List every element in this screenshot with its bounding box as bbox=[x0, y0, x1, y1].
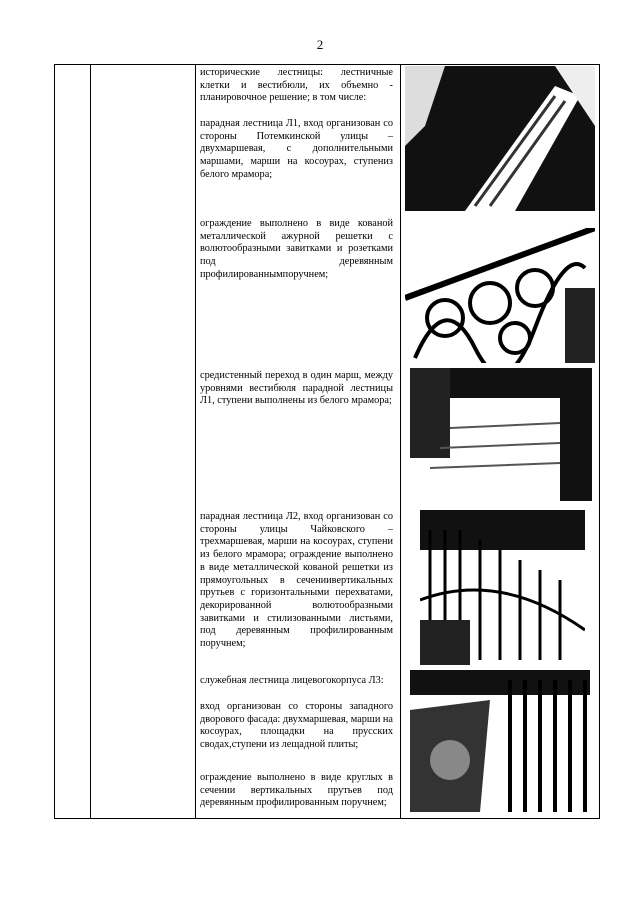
text-l3-entrance: вход организован со стороны западного дворового фасада: двухмаршевая, марши на косоурах, площадки на прусских сводах,ступени из лещадной плиты; bbox=[200, 701, 394, 751]
column-divider bbox=[400, 65, 401, 818]
text-l3-railing: ограждение выполнено в виде круглых в сечении вертикальных прутьев под деревянным профилированным поручнем; bbox=[200, 772, 393, 809]
page-number: 2 bbox=[316, 37, 324, 52]
text-historic-stairs: исторические лестницы: лестничные клетки и вестибюли, их объемно - планировочное решение; в том числе: bbox=[200, 67, 393, 104]
text-stair-l1: парадная лестница Л1, вход организован со стороны Потемкинской улицы – двухмаршевая, с дополнительными маршами, марши на косоурах, ступениз белого мрамора; bbox=[200, 118, 393, 180]
photo-service-stair-l3 bbox=[410, 670, 590, 812]
text-service-stair-l3: служебная лестница лицевогокорпуса Л3: bbox=[200, 675, 384, 686]
text-stair-l2: парадная лестница Л2, вход организован со стороны улицы Чайковского – трехмаршевая, марши на косоурах, ступени из белого мрамора; ограждение выполнено в виде металлической кованой решетки из прямоугольных в сечениивертикальных прутьев с горизонтальными перехватами, декорированной волютообразными завитками и стилизованными листьями, под деревянным профилированным поручнем; bbox=[200, 511, 393, 650]
text-railing-l1: ограждение выполнено в виде кованой металлической ажурной решетки с волютообразными завитками и розетками под деревянным профилированнымпоручнем; bbox=[200, 218, 393, 280]
photo-midwall-passage bbox=[410, 368, 592, 501]
photo-stair-l2 bbox=[420, 510, 585, 665]
photo-stair-l1 bbox=[405, 66, 595, 211]
column-divider bbox=[195, 65, 196, 818]
column-divider bbox=[90, 65, 91, 818]
photo-railing-l1 bbox=[405, 228, 595, 363]
text-midwall-passage: средистенный переход в один марш, между уровнями вестибюля парадной лестницы Л1, ступени выполнены из белого мрамора; bbox=[200, 370, 393, 407]
